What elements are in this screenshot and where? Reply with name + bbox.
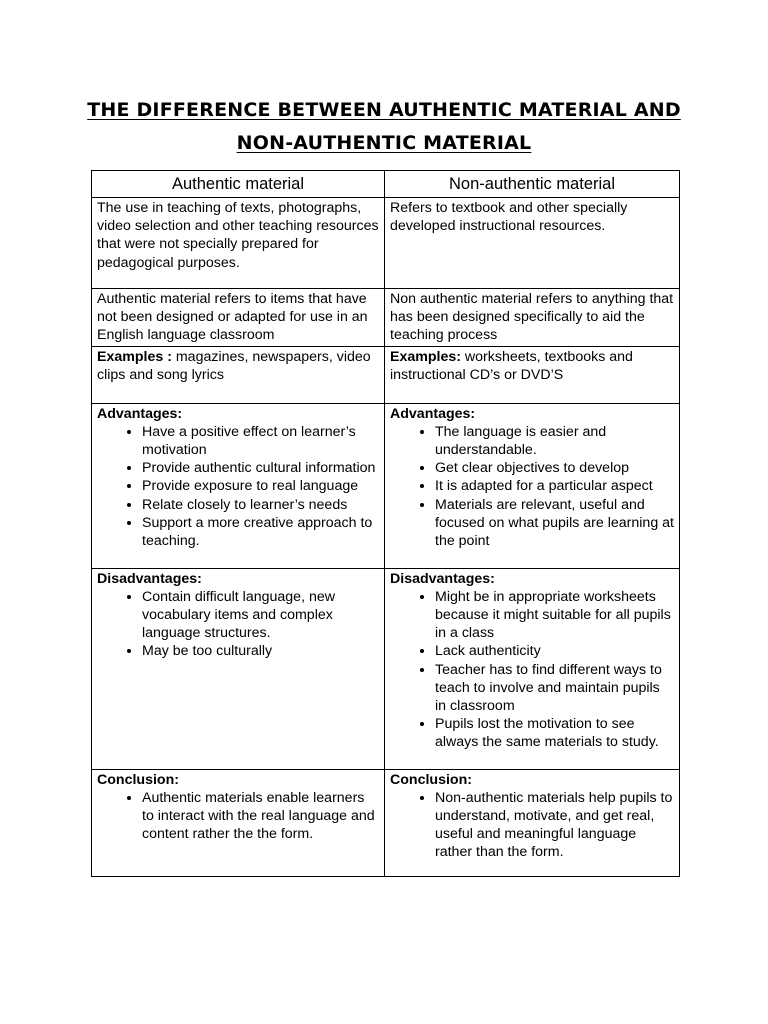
list-item: • It is adapted for a particular aspect [435, 477, 674, 495]
table-row-definition-2 [92, 289, 680, 347]
list-item: • Provide authentic cultural information [142, 459, 379, 477]
list-item: • Non-authentic materials help pupils to understand, motivate, and get real, useful and meaningful language rather than the form. [435, 789, 674, 862]
examples-label: Examples: [390, 348, 461, 365]
cell-non-authentic-definition-2: Non authentic material refers to anything that has been designed specifically to aid the teaching process [385, 289, 680, 347]
cell-authentic-conclusion [92, 769, 385, 876]
conclusion-label: Conclusion: [97, 771, 179, 788]
disadvantages-label: Disadvantages: [390, 570, 495, 587]
cell-non-authentic-conclusion [385, 769, 680, 876]
table-row-disadvantages [92, 568, 680, 769]
list-item: • Have a positive effect on learner’s motivation [142, 423, 379, 459]
advantages-list [97, 423, 379, 550]
document-title: THE DIFFERENCE BETWEEN AUTHENTIC MATERIAL AND NON-AUTHENTIC MATERIAL [87, 99, 681, 154]
table-row-advantages [92, 403, 680, 568]
cell-authentic-definition-1: The use in teaching of texts, photographs, video selection and other teaching resources that were not specially prepared for pedagogical purposes. [92, 198, 385, 289]
disadvantages-list [97, 588, 379, 661]
advantages-list [390, 423, 674, 550]
cell-authentic-advantages [92, 403, 385, 568]
list-item: • Pupils lost the motivation to see always the same materials to study. [435, 715, 674, 751]
examples-text: worksheets, textbooks and instructional CD’s or DVD’S [390, 348, 633, 383]
list-item: • Get clear objectives to develop [435, 459, 674, 477]
conclusion-list [97, 789, 379, 844]
cell-non-authentic-definition-1: Refers to textbook and other specially developed instructional resources. [385, 198, 680, 289]
list-item: • Materials are relevant, useful and focused on what pupils are learning at the point [435, 496, 674, 551]
list-item: • Provide exposure to real language [142, 477, 379, 495]
list-item: • Relate closely to learner’s needs [142, 496, 379, 514]
list-item: • Authentic materials enable learners to interact with the real language and content rather the the form. [142, 789, 379, 844]
conclusion-list [390, 789, 674, 862]
cell-authentic-definition-2: Authentic material refers to items that have not been designed or adapted for use in an English language classroom [92, 289, 385, 347]
cell-authentic-disadvantages [92, 568, 385, 769]
list-item: • Contain difficult language, new vocabulary items and complex language structures. [142, 588, 379, 643]
header-non-authentic: Non-authentic material [385, 171, 680, 198]
disadvantages-label: Disadvantages: [97, 570, 202, 587]
list-item: • Might be in appropriate worksheets because it might suitable for all pupils in a class [435, 588, 674, 643]
cell-authentic-examples [92, 346, 385, 403]
table-header-row [92, 171, 680, 198]
disadvantages-list [390, 588, 674, 752]
list-item: • The language is easier and understandable. [435, 423, 674, 459]
table-row-definition-1 [92, 198, 680, 289]
advantages-label: Advantages: [97, 405, 183, 422]
header-authentic: Authentic material [92, 171, 385, 198]
examples-label: Examples : [97, 348, 172, 365]
list-item: • Support a more creative approach to teaching. [142, 514, 379, 550]
cell-non-authentic-examples [385, 346, 680, 403]
list-item: • May be too culturally [142, 642, 379, 660]
examples-text: magazines, newspapers, video clips and song lyrics [97, 348, 371, 383]
list-item: • Lack authenticity [435, 642, 674, 660]
conclusion-label: Conclusion: [390, 771, 472, 788]
comparison-table [91, 170, 680, 877]
cell-non-authentic-disadvantages [385, 568, 680, 769]
list-item: • Teacher has to find different ways to teach to involve and maintain pupils in classroom [435, 661, 674, 716]
table-row-examples [92, 346, 680, 403]
advantages-label: Advantages: [390, 405, 476, 422]
cell-non-authentic-advantages [385, 403, 680, 568]
table-row-conclusion [92, 769, 680, 876]
